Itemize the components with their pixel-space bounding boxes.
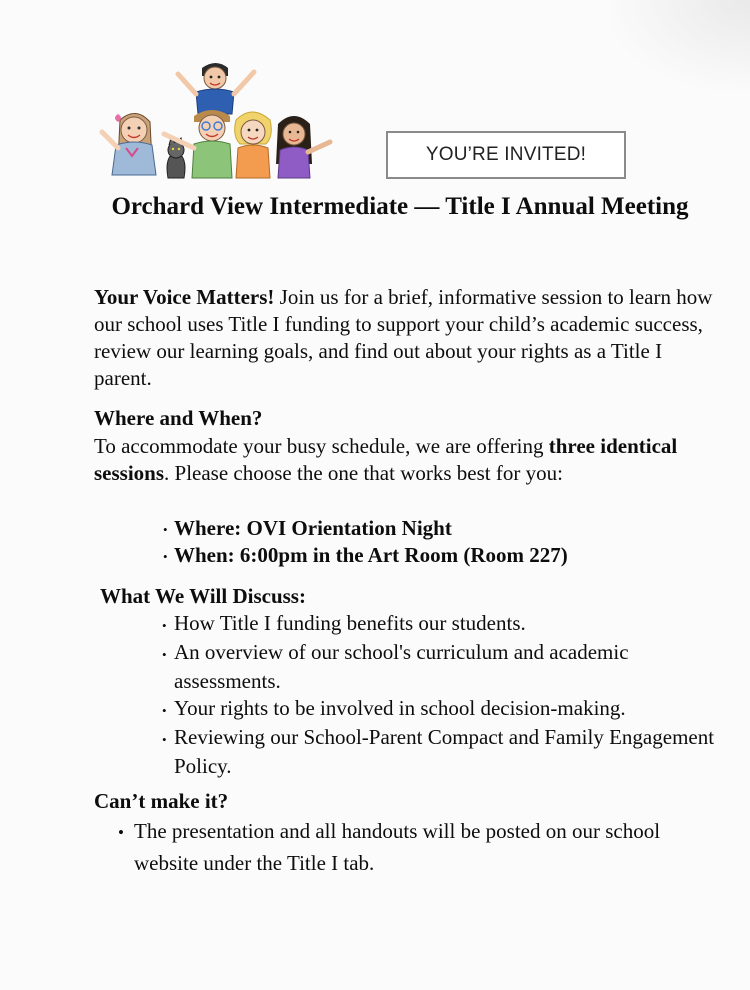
discuss-item [162,724,722,780]
cant-make-heading: Can’t make it? [94,789,229,813]
discuss-item [162,695,722,724]
discuss-list [162,610,722,780]
bullet-icon: • [162,618,167,633]
where-when-text-bold: three identical sessions [94,434,678,485]
discuss-item-text: An overview of our school's curriculum and academic assessments. [174,640,629,693]
discuss-heading: What We Will Discuss: [100,584,306,608]
cant-make-item-text: The presentation and all handouts will be posted on our school website under the Title I tab. [134,819,661,875]
girl-blonde-drawing [235,112,272,178]
discuss-item-text: Reviewing our School-Parent Compact and Family Engagement Policy. [174,725,715,778]
where-when-paragraph [94,433,714,487]
intro-lead: Your Voice Matters! [94,285,275,309]
bullet-icon: • [162,703,167,718]
where-when-text-after: . Please choose the one that works best for you: [164,461,563,485]
boy-top-drawing [178,63,254,114]
girl-dark-hair-drawing [276,116,330,178]
discuss-item [162,610,722,639]
youre-invited-box: YOU’RE INVITED! [386,131,626,179]
discuss-item-text: How Title I funding benefits our students. [174,611,526,635]
corner-shadow [610,0,750,90]
session-details-list [163,515,723,569]
page-title: Orchard View Intermediate — Title I Annual Meeting [111,193,689,220]
intro-paragraph [94,284,714,392]
cant-make-list [118,816,698,878]
discuss-item-text: Your rights to be involved in school decision-making. [174,696,626,720]
session-where-item: • Where: OVI Orientation Night [163,515,723,542]
session-when-item: • When: 6:00pm in the Art Room (Room 227) [163,542,723,569]
where-when-text-before: To accommodate your busy schedule, we are offering [94,434,549,458]
intro-text: Join us for a brief, informative session to learn how our school uses Title I funding to support your child’s academic success, review our learning goals, and find out about your rights as a Title I parent. [94,285,713,390]
cant-make-item [118,816,698,878]
discuss-item [162,639,722,695]
bullet-icon: • [118,823,124,842]
bullet-icon: • [162,647,167,662]
where-when-heading: Where and When? [94,406,263,430]
girl-left-drawing [102,113,156,175]
children-illustration-icon [98,60,338,182]
bullet-icon: • [162,732,167,747]
